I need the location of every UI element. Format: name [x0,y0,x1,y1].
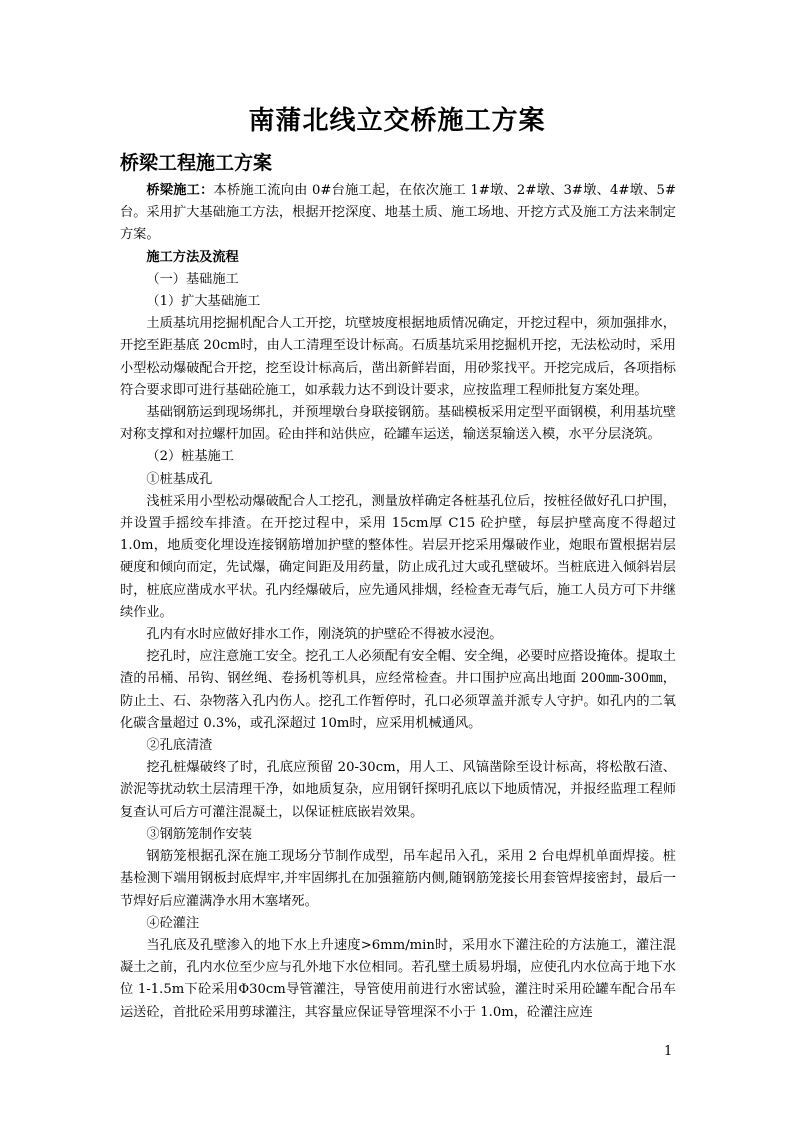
paragraph: 钢筋笼根据孔深在施工现场分节制作成型，吊车起吊入孔，采用 2 台电焊机单面焊接。桩基检测下端用钢板封底焊牢,并牢固绑扎在加强箍筋内侧,随钢筋笼接长用套管焊接密封，最后一节焊好后应灌满净水用木塞堵死。 [120,849,676,909]
page-number: 1 [664,1044,673,1059]
heading-spread-foundation: （1）扩大基础施工 [146,294,261,310]
heading-pile-foundation: （2）桩基施工 [146,449,234,465]
intro-paragraph [120,180,676,247]
heading-foundation: （一）基础施工 [146,271,239,287]
heading-concrete-pouring: ④砼灌注 [146,915,200,931]
paragraph: 当孔底及孔壁渗入的地下水上升速度>6mm/min时，采用水下灌注砼的方法施工，灌注混凝土之前，孔内水位至少应与孔外地下水位相同。若孔壁土质易坍塌，应使孔内水位高于地下水位 1-1.5m下砼采用Φ30cm导管灌注，导管使用前进行水密试验，灌注时采用砼罐车配合吊车运送砼，首批砼采用剪球灌注，其容量应保证导管埋深不小于 1.0m，砼灌注应连 [120,937,676,1020]
paragraph: 土质基坑用挖掘机配合人工开挖，坑壁坡度根据地质情况确定，开挖过程中，须加强排水，开挖至距基底 20cm时，由人工清理至设计标高。石质基坑采用挖掘机开挖，无法松动时，采用小型松动爆破配合开挖，挖至设计标高后，凿出新鲜岩面，用砂浆找平。开挖完成后，各项指标符合要求即可进行基础砼施工，如承载力达不到设计要求，应按监理工程师批复方案处理。 [120,316,676,398]
paragraph: 挖孔桩爆破终了时，孔底应预留 20-30cm，用人工、风镐凿除至设计标高，将松散石渣、淤泥等扰动软土层清理干净，如地质复杂，应用钢钎探明孔底以下地质情况，并报经监理工程师复查认可后方可灌注混凝土，以保证桩底嵌岩效果。 [120,760,676,820]
intro-text: 本桥施工流向由 0#台施工起，在依次施工 1#墩、2#墩、3#墩、4#墩、5#台。采用扩大基础施工方法，根据开挖深度、地基土质、施工场地、开挖方式及施工方法来制定方案。 [120,183,676,243]
heading-hole-cleaning: ②孔底清渣 [146,738,213,754]
heading-rebar-cage: ③钢筋笼制作安装 [146,826,252,842]
subheading-methods: 施工方法及流程 [146,249,239,265]
paragraph: 挖孔时，应注意施工安全。挖孔工人必须配有安全帽、安全绳，必要时应搭设掩体。提取土渣的吊桶、吊钩、钢丝绳、卷扬机等机具，应经常检查。井口围护应高出地面 200㎜-300㎜，防止土、石、杂物落入孔内伤人。挖孔工作暂停时，孔口必须罩盖并派专人守护。如孔内的二氧化碳含量超过 0.3%，或孔深超过 10m时，应采用机械通风。 [120,649,676,731]
heading-pile-drilling: ①桩基成孔 [146,471,213,487]
paragraph: 孔内有水时应做好排水工作，刚浇筑的护壁砼不得被水浸泡。 [146,627,503,643]
intro-lead: 桥梁施工： [146,183,214,198]
paragraph: 基础钢筋运到现场绑扎，并预埋墩台身联接钢筋。基础模板采用定型平面钢模，利用基坑壁对称支撑和对拉螺杆加固。砼由拌和站供应，砼罐车运送，输送泵输送入模，水平分层浇筑。 [120,405,676,443]
document-body [120,180,676,1024]
section-heading: 桥梁工程施工方案 [120,152,273,174]
document-title: 南蒲北线立交桥施工方案 [248,106,546,136]
paragraph: 浅桩采用小型松动爆破配合人工挖孔，测量放样确定各桩基孔位后，按桩径做好孔口护围，并设置手摇绞车排渣。在开挖过程中，采用 15cm厚 C15 砼护壁，每层护壁高度不得超过 1.0m，地质变化埋设连接钢筋增加护壁的整体性。岩层开挖采用爆破作业，炮眼布置根据岩层硬度和倾向而定，先试爆，确定间距及用药量，防止成孔过大或孔壁破坏。当桩底进入倾斜岩层时，桩底应凿成水平状。孔内经爆破后，应先通风排烟，经检查无毒气后，施工人员方可下井继续作业。 [120,493,676,620]
